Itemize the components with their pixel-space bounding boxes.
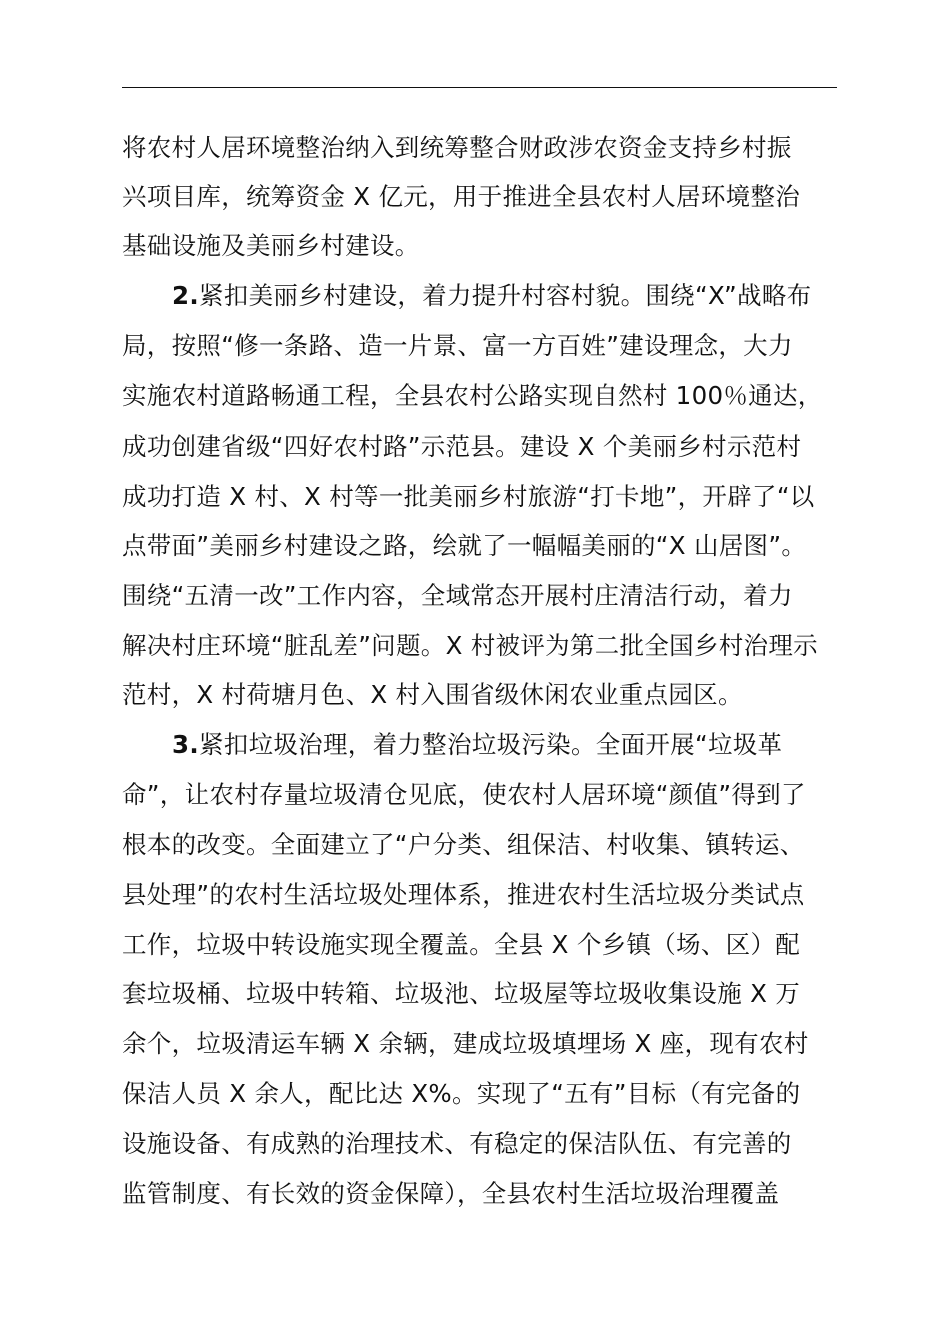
paragraph-line: 将农村人居环境整治纳入到统筹整合财政涉农资金支持乡村振 xyxy=(122,133,792,162)
paragraph-line: 监管制度、有长效的资金保障），全县农村生活垃圾治理覆盖 xyxy=(122,1179,780,1208)
paragraph-line: 县处理”的农村生活垃圾处理体系，推进农村生活垃圾分类试点 xyxy=(122,880,805,909)
paragraph-line: 成功打造 X 村、X 村等一批美丽乡村旅游“打卡地”，开辟了“以 xyxy=(122,482,815,511)
paragraph-line: 余个，垃圾清运车辆 X 余辆，建成垃圾填埋场 X 座，现有农村 xyxy=(122,1029,809,1058)
paragraph-line: 围绕“五清一改”工作内容，全域常态开展村庄清洁行动，着力 xyxy=(122,581,793,610)
paragraph-line: 保洁人员 X 余人，配比达 X%。实现了“五有”目标（有完备的 xyxy=(122,1079,801,1108)
paragraph-line: 命”，让农村存量垃圾清仓见底，使农村人居环境“颜值”得到了 xyxy=(122,780,806,809)
section-2-first-line xyxy=(172,281,811,311)
paragraph-line: 设施设备、有成熟的治理技术、有稳定的保洁队伍、有完善的 xyxy=(122,1129,792,1158)
paragraph-line: 基础设施及美丽乡村建设。 xyxy=(122,231,420,260)
paragraph-line: 局，按照“修一条路、造一片景、富一方百姓”建设理念，大力 xyxy=(122,331,793,360)
section-number: 3. xyxy=(172,730,199,759)
section-3-first-line xyxy=(172,730,782,760)
paragraph-line: 工作，垃圾中转设施实现全覆盖。全县 X 个乡镇（场、区）配 xyxy=(122,930,801,959)
section-number: 2. xyxy=(172,281,199,310)
paragraph-line: 实施农村道路畅通工程，全县农村公路实现自然村 100％通达， xyxy=(122,381,823,410)
paragraph-line: 范村，X 村荷塘月色、X 村入围省级休闲农业重点园区。 xyxy=(122,680,743,709)
paragraph-line: 兴项目库，统筹资金 X 亿元，用于推进全县农村人居环境整治 xyxy=(122,182,801,211)
paragraph-line: 紧扣垃圾治理，着力整治垃圾污染。全面开展“垃圾革 xyxy=(198,730,783,759)
header-rule xyxy=(122,87,837,88)
paragraph-line: 成功创建省级“四好农村路”示范县。建设 X 个美丽乡村示范村 xyxy=(122,432,802,461)
paragraph-line: 点带面”美丽乡村建设之路，绘就了一幅幅美丽的“X 山居图”。 xyxy=(122,531,807,560)
paragraph-line: 套垃圾桶、垃圾中转箱、垃圾池、垃圾屋等垃圾收集设施 X 万 xyxy=(122,979,801,1008)
paragraph-line: 紧扣美丽乡村建设，着力提升村容村貌。围绕“X”战略布 xyxy=(198,281,812,310)
paragraph-line: 根本的改变。全面建立了“户分类、组保洁、村收集、镇转运、 xyxy=(122,830,805,859)
paragraph-line: 解决村庄环境“脏乱差”问题。X 村被评为第二批全国乡村治理示 xyxy=(122,631,818,660)
